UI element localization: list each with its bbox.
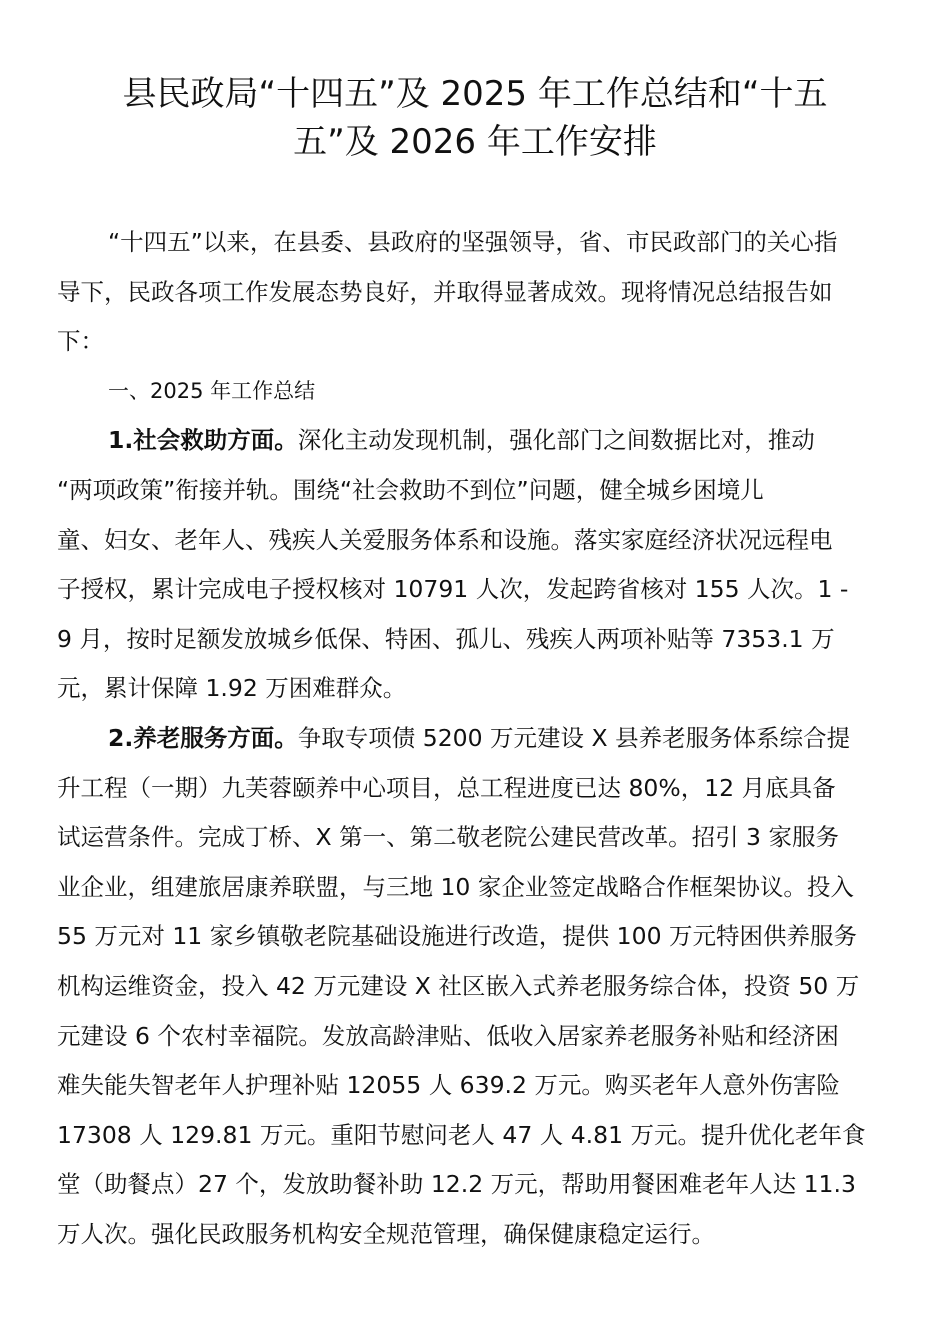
paragraph-line: 万人次。强化民政服务机构安全规范管理，确保健康稳定运行。 xyxy=(57,1219,715,1248)
paragraph-text: 争取专项债 5200 万元建设 X 县养老服务体系综合提 xyxy=(297,723,851,752)
intro-line: “十四五”以来，在县委、县政府的坚强领导，省、市民政部门的关心指 xyxy=(108,228,838,256)
paragraph-line: 试运营条件。完成丁桥、X 第一、第二敬老院公建民营改革。招引 3 家服务 xyxy=(57,823,839,852)
paragraph-social-assistance xyxy=(57,416,897,714)
paragraph-line: 55 万元对 11 家乡镇敬老院基础设施进行改造，提供 100 万元特困供养服务 xyxy=(57,922,858,951)
paragraph-line: 元，累计保障 1.92 万困难群众。 xyxy=(57,674,407,703)
paragraph-line: 童、妇女、老年人、残疾人关爱服务体系和设施。落实家庭经济状况远程电 xyxy=(57,525,833,554)
paragraph-text: 深化主动发现机制，强化部门之间数据比对，推动 xyxy=(297,426,815,455)
paragraph-line: 升工程（一期）九芙蓉颐养中心项目，总工程进度已达 80%，12 月底具备 xyxy=(57,773,836,802)
document-title xyxy=(0,70,950,166)
paragraph-lead-heading: 1.社会救助方面。 xyxy=(108,426,298,455)
paragraph-line: 堂（助餐点）27 个，发放助餐补助 12.2 万元，帮助用餐困难老年人达 11.3 xyxy=(57,1170,856,1199)
paragraph-line: “两项政策”衔接并轨。围绕“社会救助不到位”问题，健全城乡困境儿 xyxy=(57,475,764,504)
paragraph-line: 业企业，组建旅居康养联盟，与三地 10 家企业签定战略合作框架协议。投入 xyxy=(57,872,854,901)
document-body xyxy=(57,218,897,1259)
paragraph-elderly-care xyxy=(57,714,897,1260)
paragraph-first-line xyxy=(57,416,897,466)
section-heading: 一、2025 年工作总结 xyxy=(108,378,316,403)
title-line-2: 五”及 2026 年工作安排 xyxy=(293,122,657,162)
paragraph-lead-heading: 2.养老服务方面。 xyxy=(108,723,298,752)
paragraph-line: 难失能失智老年人护理补贴 12055 人 639.2 万元。购买老年人意外伤害险 xyxy=(57,1071,840,1100)
paragraph-line: 机构运维资金，投入 42 万元建设 X 社区嵌入式养老服务综合体，投资 50 万 xyxy=(57,971,860,1000)
intro-line: 导下，民政各项工作发展态势良好，并取得显著成效。现将情况总结报告如 xyxy=(57,277,833,306)
paragraph-line: 子授权，累计完成电子授权核对 10791 人次，发起跨省核对 155 人次。1 - xyxy=(57,575,849,604)
paragraph-line: 9 月，按时足额发放城乡低保、特困、孤儿、残疾人两项补贴等 7353.1 万 xyxy=(57,624,835,653)
paragraph-first-line xyxy=(57,714,897,764)
paragraph-line: 元建设 6 个农村幸福院。发放高龄津贴、低收入居家养老服务补贴和经济困 xyxy=(57,1021,839,1050)
intro-paragraph xyxy=(57,218,897,367)
paragraph-line: 17308 人 129.81 万元。重阳节慰问老人 47 人 4.81 万元。提升优化老年食 xyxy=(57,1120,866,1149)
intro-line: 下： xyxy=(57,327,104,356)
title-line-1: 县民政局“十四五”及 2025 年工作总结和“十五 xyxy=(122,74,828,114)
